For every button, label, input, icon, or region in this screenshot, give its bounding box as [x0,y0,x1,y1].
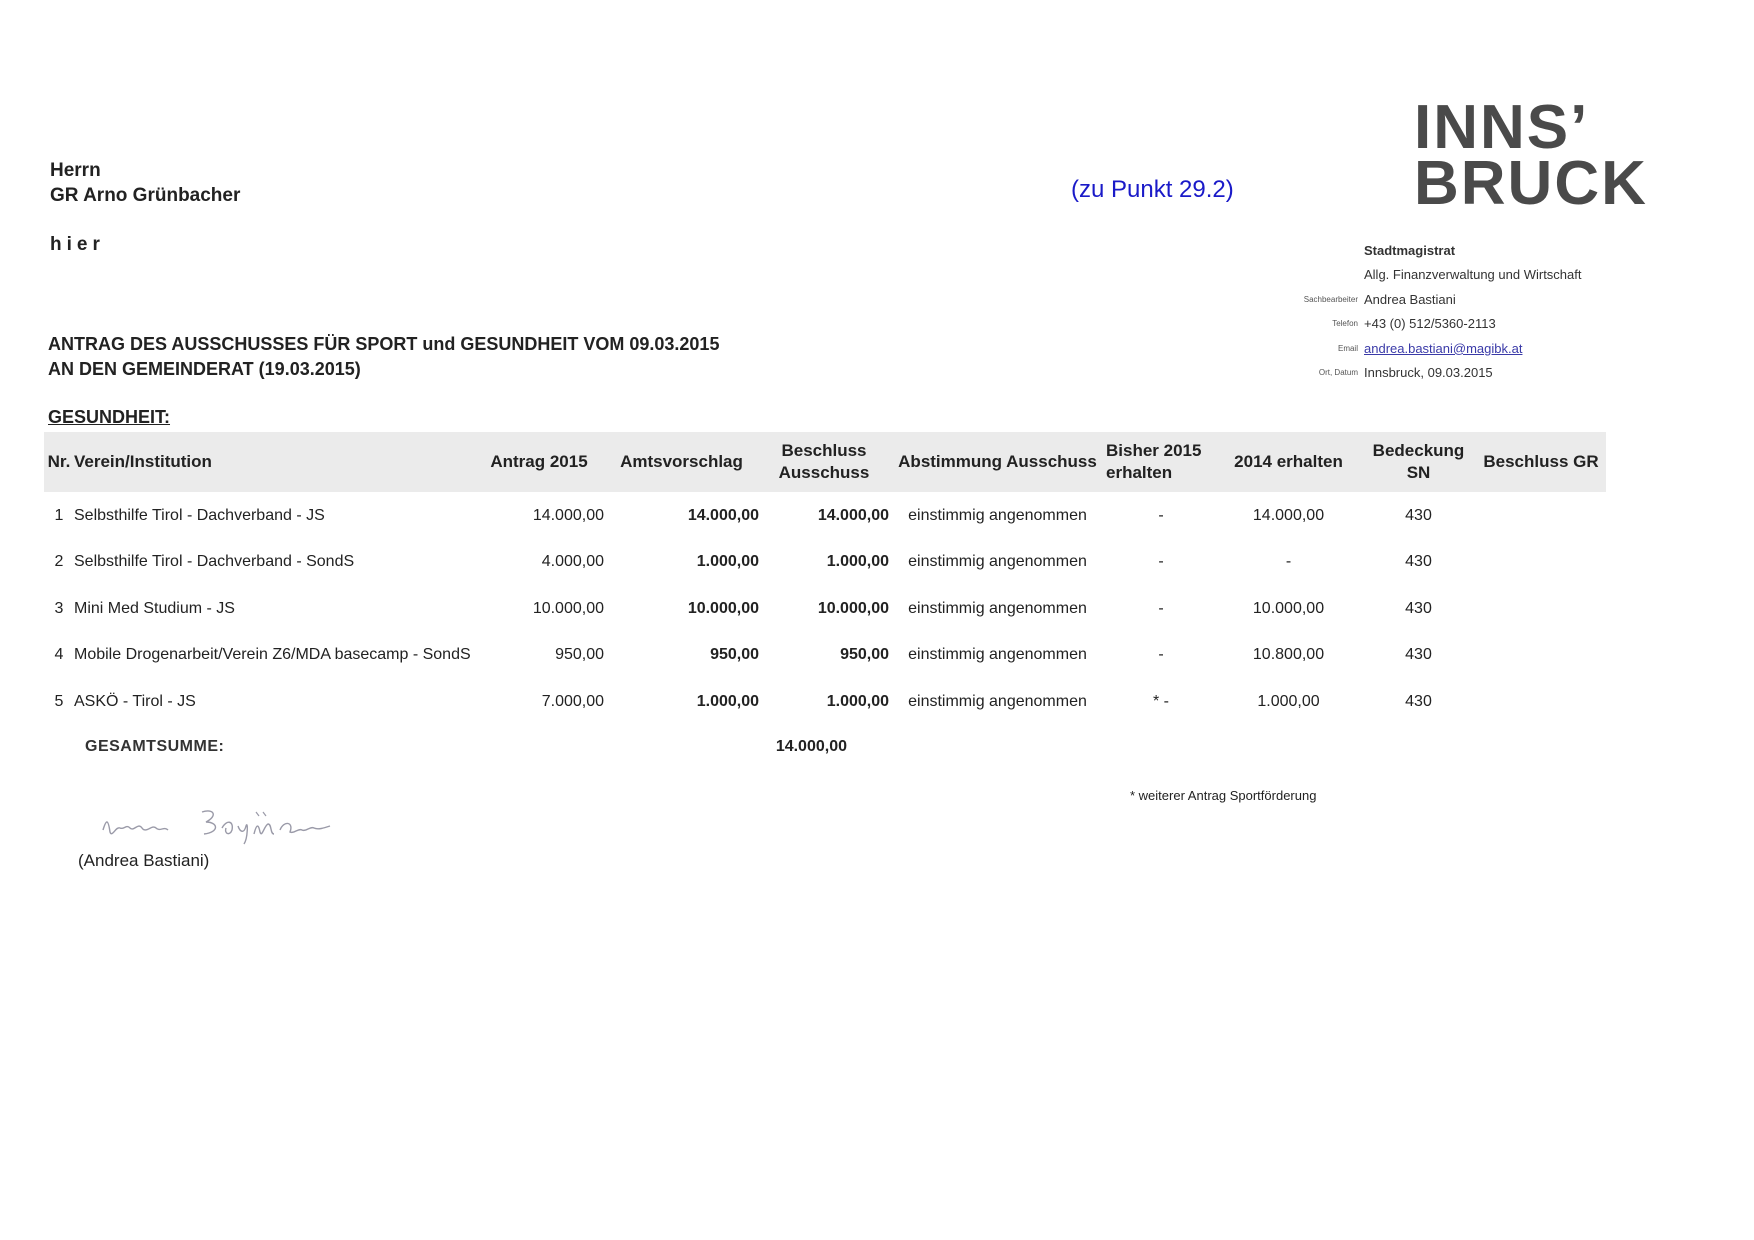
cell-abstimmung: einstimmig angenommen [908,646,1087,664]
section-heading: GESUNDHEIT: [48,407,171,427]
signer-name: (Andrea Bastiani) [78,851,210,870]
header-bisher: Bisher 2015 erhalten [1106,441,1202,482]
sender-email-link[interactable]: andrea.bastiani@magibk.at [1364,340,1523,356]
cell-verein: Mobile Drogenarbeit/Verein Z6/MDA basecamp - SondS [74,646,471,664]
cell-amtsvorschlag: 1.000,00 [696,553,759,571]
table-row [44,632,1606,679]
cell-amtsvorschlag: 14.000,00 [687,506,759,524]
sender-key: Telefon [1332,319,1358,329]
sender-department: Allg. Finanzverwaltung und Wirtschaft [1364,267,1582,283]
sender-info [1180,238,1620,385]
cell-abstimmung: einstimmig angenommen [908,506,1087,524]
cell-2014: 10.800,00 [1252,646,1325,664]
header-beschluss: Beschluss Ausschuss [778,441,870,482]
logo-line-1: INNS’ [1414,93,1590,162]
cell-verein: Mini Med Studium - JS [74,599,235,617]
cell-abstimmung: einstimmig angenommen [908,599,1087,617]
cell-nr: 3 [54,599,64,617]
sender-key: Sachbearbeiter [1303,294,1358,304]
logo-line-2: BRUCK [1414,149,1648,218]
reference-note: (zu Punkt 29.2) [1071,176,1234,203]
cell-bedeckung: 430 [1405,599,1432,617]
cell-nr: 1 [54,506,64,524]
total-value: 14.000,00 [775,738,847,755]
cell-amtsvorschlag: 950,00 [710,646,759,664]
cell-beschluss-gr [1476,632,1606,679]
recipient-salutation: Herrn [50,160,101,181]
cell-antrag: 950,00 [555,646,604,664]
sender-key: Ort, Datum [1318,368,1358,378]
sender-clerk: Andrea Bastiani [1364,291,1456,307]
sender-phone: +43 (0) 512/5360-2113 [1364,316,1496,332]
cell-amtsvorschlag: 1.000,00 [696,692,759,710]
cell-2014: 14.000,00 [1252,506,1325,524]
cell-beschluss: 1.000,00 [826,553,889,571]
header-2014: 2014 erhalten [1234,452,1343,471]
cell-2014: 1.000,00 [1257,692,1320,710]
table-header-row [44,432,1606,492]
cell-beschluss-gr [1476,539,1606,586]
cell-beschluss-gr [1476,678,1606,725]
footnote: * weiterer Antrag Sportförderung [1130,788,1317,803]
cell-nr: 2 [54,553,64,571]
table-row [44,585,1606,632]
cell-bisher: * - [1153,692,1169,710]
cell-bedeckung: 430 [1405,646,1432,664]
header-bedeckung: Bedeckung SN [1372,441,1465,482]
cell-beschluss: 950,00 [840,646,889,664]
cell-2014: - [1285,553,1292,571]
total-label: GESAMTSUMME: [85,738,225,755]
sender-key: Email [1337,343,1358,353]
cell-beschluss-gr [1476,492,1606,539]
cell-bisher: - [1158,553,1164,571]
cell-verein: ASKÖ - Tirol - JS [74,692,196,710]
cell-abstimmung: einstimmig angenommen [908,553,1087,571]
table-row [44,539,1606,586]
cell-2014: 10.000,00 [1252,599,1325,617]
cell-beschluss-gr [1476,585,1606,632]
handwritten-signature [98,798,358,848]
cell-bedeckung: 430 [1405,692,1432,710]
cell-nr: 4 [54,646,64,664]
document-title [48,332,719,382]
header-abstimmung: Abstimmung Ausschuss [898,452,1097,471]
cell-antrag: 4.000,00 [541,553,604,571]
sender-row [1180,287,1620,312]
recipient-name: GR Arno Grünbacher [50,185,241,206]
cell-beschluss: 14.000,00 [817,506,889,524]
sender-office: Stadtmagistrat [1364,242,1456,258]
sender-place-date: Innsbruck, 09.03.2015 [1364,365,1493,381]
cell-abstimmung: einstimmig angenommen [908,692,1087,710]
table-row [44,492,1606,539]
cell-antrag: 7.000,00 [541,692,604,710]
header-amtsvorschlag: Amtsvorschlag [620,452,743,471]
innsbruck-logo [1414,93,1648,218]
title-line-1: ANTRAG DES AUSSCHUSSES FÜR SPORT und GESUNDHEIT VOM 09.03.2015 [48,334,720,354]
cell-antrag: 10.000,00 [532,599,604,617]
cell-bedeckung: 430 [1405,553,1432,571]
header-beschluss-gr: Beschluss GR [1483,452,1599,471]
sender-row [1180,361,1620,386]
cell-verein: Selbsthilfe Tirol - Dachverband - JS [74,506,325,524]
sender-row [1180,312,1620,337]
cell-verein: Selbsthilfe Tirol - Dachverband - SondS [74,553,355,571]
sender-row [1180,336,1620,361]
cell-beschluss: 1.000,00 [826,692,889,710]
header-antrag: Antrag 2015 [490,452,588,471]
grant-table [44,432,1606,725]
cell-nr: 5 [54,692,64,710]
recipient-location: hier [50,234,105,255]
header-verein: Verein/Institution [74,452,212,471]
recipient-block [50,158,240,208]
cell-bisher: - [1158,646,1164,664]
table-row [44,678,1606,725]
title-line-2: AN DEN GEMEINDERAT (19.03.2015) [48,359,361,379]
cell-beschluss: 10.000,00 [817,599,889,617]
cell-bisher: - [1158,506,1164,524]
cell-bedeckung: 430 [1405,506,1432,524]
cell-bisher: - [1158,599,1164,617]
cell-amtsvorschlag: 10.000,00 [687,599,759,617]
header-nr: Nr. [47,452,71,471]
cell-antrag: 14.000,00 [532,506,604,524]
